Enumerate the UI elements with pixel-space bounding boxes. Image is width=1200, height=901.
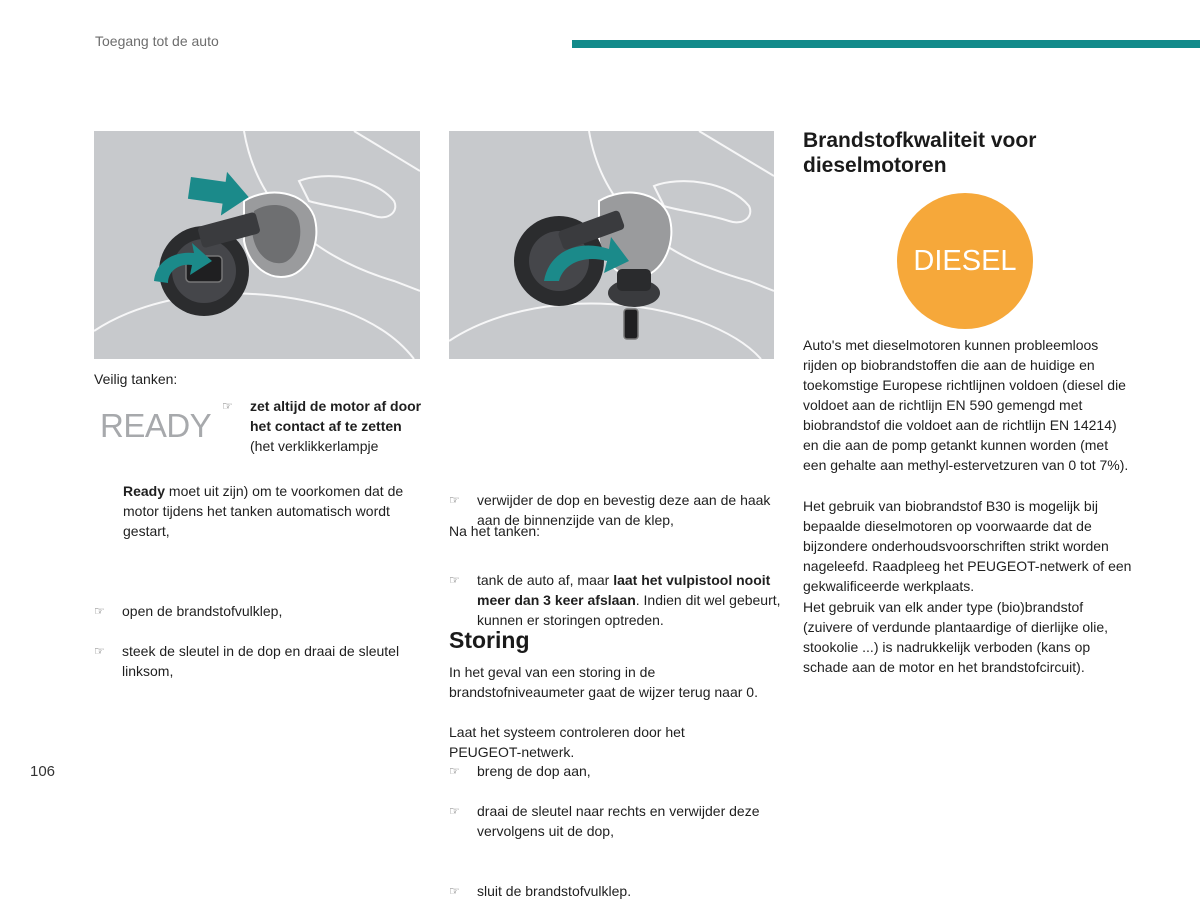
list-item	[449, 881, 797, 901]
diesel-badge-label: DIESEL	[913, 244, 1017, 277]
bullet-text: tank de auto af, maar	[477, 572, 614, 588]
figure-cap-on-hook	[449, 131, 774, 359]
bullet-text: (het verklikkerlampje	[250, 438, 379, 454]
list-item	[449, 761, 797, 781]
bullet-text: verwijder de dop en bevestig deze aan de haak aan de binnenzijde van de klep,	[477, 492, 771, 528]
storing-heading: Storing	[449, 627, 530, 653]
list-item	[94, 641, 422, 681]
storing-paragraph-2: Laat het systeem controleren door het PEUGEOT-netwerk.	[449, 724, 685, 760]
pointing-hand-icon: ☞	[449, 573, 460, 587]
pointing-hand-icon: ☞	[449, 493, 460, 507]
intro-text: Veilig tanken:	[94, 371, 178, 387]
diesel-quality-heading: Brandstofkwaliteit voor dieselmotoren	[803, 129, 1037, 177]
list-item	[449, 570, 807, 630]
diesel-badge	[897, 193, 1033, 329]
ready-logo: READY	[100, 407, 212, 444]
diesel-paragraph-3: Het gebruik van elk ander type (bio)brandstof (zuivere of verdunde plantaardige of dierlijke olie, stookolie ...) is nadrukkelijk verboden (kans op schade aan de motor en het brandstofcircuit).	[803, 599, 1109, 675]
list-item	[222, 396, 425, 456]
figure-open-fuel-cap	[94, 131, 420, 359]
pointing-hand-icon: ☞	[449, 804, 460, 818]
storing-paragraph-1: In het geval van een storing in de brandstofniveaumeter gaat de wijzer terug naar 0.	[449, 664, 758, 700]
header-accent-bar	[572, 40, 1200, 48]
diesel-paragraph-1: Auto's met dieselmotoren kunnen probleemloos rijden op biobrandstoffen die aan de huidige en toekomstige Europese richtlijnen voldoen (diesel die voldoet aan de richtlijn EN 590 gemengd met biobrandstof die voldoet aan de richtlijn EN 14214) en die aan de pomp getankt kunnen worden (met een gehalte aan methyl-estervetzuren van 0 tot 7%).	[803, 337, 1129, 473]
bullet-text: breng de dop aan,	[477, 763, 591, 779]
bullet-bold-text: laat het vulpistool nooit meer dan 3 keer afslaan	[477, 572, 771, 608]
bullet-text: open de brandstofvulklep,	[122, 603, 283, 619]
after-refuel-title: Na het tanken:	[449, 523, 541, 539]
pointing-hand-icon: ☞	[449, 764, 460, 778]
bullet-text: steek de sleutel in de dop en draai de sleutel linksom,	[122, 643, 400, 679]
bullet-text-tail: . Indien dit wel gebeurt, kunnen er storingen optreden.	[477, 592, 781, 628]
pointing-hand-icon: ☞	[222, 399, 233, 413]
pointing-hand-icon: ☞	[94, 644, 105, 658]
page-number: 106	[30, 763, 56, 780]
bullet-text: draai de sleutel naar rechts en verwijder deze vervolgens uit de dop,	[477, 803, 760, 839]
running-header: Toegang tot de auto	[95, 33, 219, 49]
continuation-body: moet uit zijn) om te voorkomen dat de motor tijdens het tanken automatisch wordt gestart,	[123, 483, 404, 539]
pointing-hand-icon: ☞	[94, 604, 105, 618]
list-item	[94, 601, 442, 621]
continuation-text	[123, 481, 418, 541]
diesel-paragraph-2: Het gebruik van biobrandstof B30 is mogelijk bij bepaalde dieselmotoren op voorwaarde dat de bijzondere onderhoudsvoorschriften strikt worden nageleefd. Raadpleeg het PEUGEOT-netwerk of een gekwalificeerde werkplaats.	[803, 498, 1132, 594]
list-item	[449, 801, 797, 841]
bullet-bold-text: zet altijd de motor af door het contact af te zetten	[250, 398, 422, 434]
pointing-hand-icon: ☞	[449, 884, 460, 898]
ready-word: Ready	[123, 483, 166, 499]
bullet-text: sluit de brandstofvulklep.	[477, 883, 632, 899]
